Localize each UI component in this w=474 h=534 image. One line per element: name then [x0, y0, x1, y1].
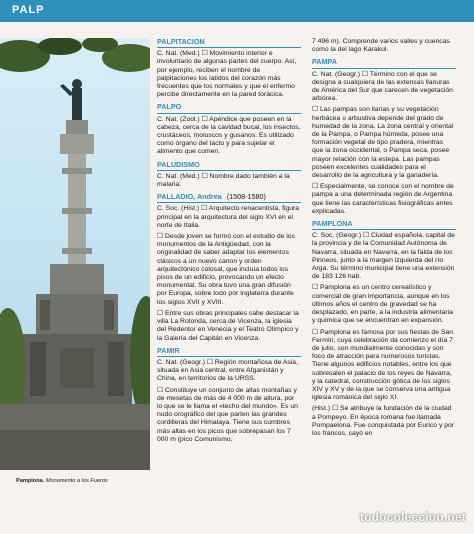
- entry-text: ☐ Entre sus obras principales cabe destacar la villa La Rotonda, cerca de Vicenza, la iglesia del Redentor en Venecia y el Teatro Olímpico y la Galería del Capitán en Vicenza.: [157, 309, 299, 342]
- entry-text: ☐ Pamplona es famosa por sus fiestas de San Fermín, cuya celebración da comienzo el día 7 de julio, son mundialmente conocidas y son foco de atracción para numerosos turistas. Tiene algunos edificios notables, entre los que sobresalen el palacio de los reyes de Navarra, y la catedral, construcción gótica de los siglos XIV y XV y de la que se conserva una antigua iglesia románica del siglo XI.: [312, 328, 453, 402]
- headword: PALPO: [157, 103, 301, 113]
- entry-text: ☐ Pamplona es un centro cerealístico y comercial de gran importancia, aunque en los últimos años el centro de gravedad se ha desplazado, en parte, a la industria alimentaria y química que se encuentran en expansión.: [312, 284, 453, 325]
- page-header: [0, 0, 474, 22]
- entry-text: ☐ Especialmente, se conoce con el nombre de pampa a una determinada región de Argentina que tiene las características fisiográficas antes explicadas.: [312, 183, 454, 215]
- entry-text: 7 496 m). Comprende varios valles y cuencas como la del lago Karakul.: [312, 38, 450, 54]
- entry-text: ☐ Desde joven se formó con el estudio de los monumentos de la Antigüedad, con la originalidad de saber adaptar los elementos clásicos a un nuevo canon y orden arquitectónico colosal, que incluía todos los pisos de un edificio, provocando un efecto monumental. Su obra tuvo una gran difusión por Europa, sobre todo por Inglaterra durante los siglos XVII y XVIII.: [157, 233, 295, 306]
- entry-pampa: [312, 58, 456, 216]
- entry-text: C. Nat. (Med.) ☐ Movimiento interior e involuntario de algunas partes del cuerpo. Así, por ejemplo, reciben el nombre de palpitaciones los latidos del corazón más frecuentes que los normales y que el enfermo percibe directamente en la pared torácica.: [157, 50, 297, 99]
- headword: PALUDISMO: [157, 161, 301, 171]
- headword: PAMPA: [312, 58, 456, 68]
- entry-text: (Hist.) ☐ Se atribuye la fundación de la ciudad a Pompeyo. En época romana fue llamada Pompaelona. Fue conquistada por Eurico y por los francos, cayó en: [312, 405, 455, 437]
- entry-text: ☐ Constituye un conjunto de altas montañas y de mesetas de más de 4 000 m de altura, por lo que se le llama el «techo del mundo». Es un nudo orográfico del que parten las grandes cordilleras del Himalaya. Tiene sus cumbres más altas en los picos que sobrepasan los 7 000 m (pico Comunismo,: [157, 386, 298, 443]
- entry-pamplona: [312, 220, 456, 438]
- entry-pamir-continued: [312, 38, 456, 54]
- entry-palladio: [157, 193, 301, 342]
- headword: PALLADIO, Andrea (1508-1580): [157, 193, 301, 203]
- headword: PAMIR: [157, 347, 301, 357]
- entry-paludismo: [157, 161, 301, 190]
- entry-text: C. Soc. (Geogr.) ☐ Ciudad española, capital de la provincia y de la Comunidad Autónoma de Navarra, situada en Navarra, en la falda de los Pirineos, junto a la margen izquierda del río Arga. Su término municipal tiene una extensión de 183 126 hab.: [312, 232, 455, 281]
- monument-illustration: [0, 38, 150, 470]
- entry-text: C. Soc. (Hist.) ☐ Arquitecto renacentista, figura principal en la arquitectura del siglo XVI en el norte de Italia.: [157, 205, 300, 229]
- entry-text: C. Nat. (Med.) ☐ Nombre dado también a la malaria.: [157, 172, 290, 189]
- column-right: [312, 38, 456, 442]
- headword: PAMPLONA: [312, 220, 456, 230]
- entry-text: ☐ Las pampas son llanas y su vegetación herbácea o arbustiva depende del grado de humedad de la zona. La zona central y oriental de la Pampa, o Pampa húmeda, posee una formación vegetal de tipo pradera, mientras que la zona occidental, o Pampa seca, posee mayor relación con la estepa. Las pampas poseen excelentes cualidades para el desarrollo de la agricultura y la ganadería.: [312, 106, 454, 180]
- entry-text: C. Nat. (Geogr.) ☐ Término con el que se designa a cualquiera de las extensas llanuras de América del Sur que carecen de vegetación arbórea.: [312, 70, 453, 103]
- monument-photo: [0, 38, 150, 470]
- page-title: PALP: [12, 4, 45, 16]
- photo-caption: Pamplona. Monumento a los Fueros: [16, 478, 108, 484]
- entry-palpo: [157, 103, 301, 156]
- entry-pamir: [157, 347, 301, 444]
- column-left: [157, 38, 301, 448]
- entry-palpitacion: [157, 38, 301, 99]
- entry-text: C. Nat. (Zool.) ☐ Apéndice que poseen en la cabeza, cerca de la cavidad bucal, los insectos, crustáceos, moluscos y gusanos. Es utilizado como órgano del tacto y para sujetar el alimento que comen.: [157, 115, 301, 156]
- headword: PALPITACION: [157, 38, 301, 48]
- entry-text: C. Nat. (Geogr.) ☐ Región montañosa de Asia, situada en Asia central, entre Afganistán y China, en territorios de la URSS.: [157, 358, 298, 383]
- watermark: todocoleccion.net: [359, 510, 466, 524]
